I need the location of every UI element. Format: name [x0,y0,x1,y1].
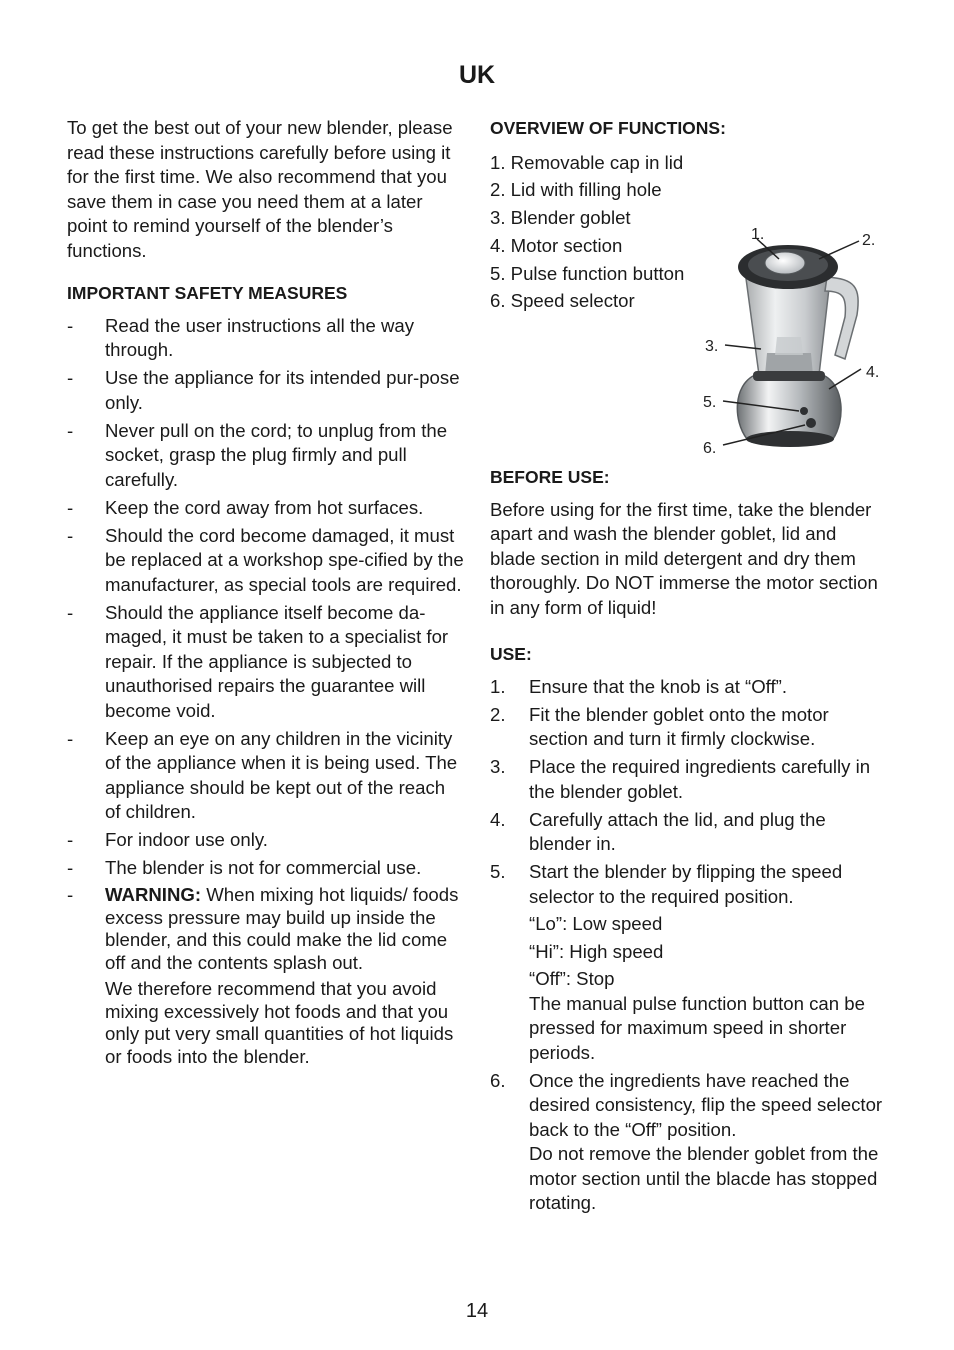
pulse-button [800,407,808,415]
dash-marker: - [67,524,74,546]
step-text: Carefully attach the lid, and plug the blender in. [529,808,826,855]
list-item-text: Read the user instructions all the way through. [105,314,415,360]
page-number: 14 [465,1300,489,1322]
step-number: 2. [490,703,506,725]
list-item: 6. Speed selector [490,290,635,312]
speed-option-hi: “Hi”: High speed [529,940,664,962]
blender-illustration [695,225,885,465]
left-column [67,116,465,1072]
base-foot [746,431,834,447]
warning-item [67,884,465,1068]
use-heading: USE: [490,644,532,665]
list-item-text: For indoor use only. [105,829,268,850]
step-text: Ensure that the knob is at “Off”. [529,675,788,697]
list-item [67,828,465,853]
removal-note: Do not remove the blender goblet from the motor section until the blacde has stopped rotating. [529,1143,879,1214]
list-item [490,675,886,700]
list-item [67,601,465,724]
dash-marker: - [67,884,74,905]
callout-label-3: 3. [705,338,719,356]
list-item [490,703,886,752]
before-use-heading: BEFORE USE: [490,467,610,488]
removable-cap [765,252,805,274]
list-item [490,860,886,1065]
callout-label-6: 6. [703,440,717,458]
safety-heading: IMPORTANT SAFETY MEASURES [67,283,348,303]
step-number: 5. [490,861,506,883]
list-item-text: Keep the cord away from hot surfaces. [105,496,424,518]
step-number: 6. [490,1069,506,1091]
callout-label-4: 4. [866,364,880,382]
list-item: 1. Removable cap in lid [490,151,684,173]
dash-marker: - [67,829,74,850]
list-item [490,1069,886,1216]
dash-marker: - [67,314,74,336]
step-number: 4. [490,808,506,830]
list-item-text: Keep an eye on any children in the vicinity of the appliance when it is being used. The appliance should be kept out of the reach of children. [105,727,458,822]
list-item [490,808,886,857]
goblet-handle [825,277,858,359]
list-item: 2. Lid with filling hole [490,179,662,201]
callout-label-2: 2. [862,232,876,250]
step-text: Fit the blender goblet onto the motor section and turn it firmly clockwise. [529,703,829,750]
page-language-heading: UK [458,61,496,89]
step-number: 1. [490,675,506,697]
list-item [67,856,465,881]
dash-marker: - [67,601,74,623]
list-item [67,727,465,825]
dash-marker: - [67,419,74,441]
list-item [67,419,465,493]
warning-recommendation: We therefore recommend that you avoid mixing excessively hot foods and that you only put very small quantities of hot liquids or foods into the blender. [105,978,454,1067]
right-column [490,116,886,1219]
list-item [67,366,465,415]
speed-selector-knob [806,418,816,428]
overview-heading: OVERVIEW OF FUNCTIONS: [490,118,726,138]
callout-line-2 [819,241,859,259]
speed-option-off: “Off”: Stop [529,968,615,990]
dash-marker: - [67,496,74,518]
blade-highlight [775,337,803,355]
warning-text: When mixing hot liquids/ foods excess pressure may build up inside the blender, and this could make the lid come off and the contents splash out. [105,884,459,973]
list-item-text: Should the cord become damaged, it must be replaced at a workshop spe-cified by the manufacturer, as special tools are required. [105,524,464,595]
list-item: 5. Pulse function button [490,262,685,284]
before-use-paragraph: Before using for the first time, take the blender apart and wash the blender goblet, lid and blade section in mild detergent and dry them thoroughly. Do NOT immerse the motor section in any form of liquid! [490,498,878,618]
speed-option-lo: “Lo”: Low speed [529,913,663,935]
list-item-text: The blender is not for commercial use. [105,857,422,878]
list-item: 3. Blender goblet [490,207,631,229]
list-item [490,755,886,804]
dash-marker: - [67,367,74,388]
list-item [67,524,465,598]
list-item [67,496,465,521]
dash-marker: - [67,857,74,878]
step-text: Once the ingredients have reached the desired consistency, flip the speed selector back to the “Off” position. [529,1069,883,1140]
callout-label-1: 1. [751,226,765,244]
base-collar [753,371,825,381]
list-item: 4. Motor section [490,234,623,256]
dash-marker: - [67,727,74,749]
step-text: Start the blender by flipping the speed selector to the required position. [529,861,843,907]
list-item-text: Should the appliance itself become da-maged, it must be taken to a specialist for repair. If the appliance is subjected to unauthorised repairs the guarantee will become void. [105,601,449,721]
step-text: Place the required ingredients carefully in the blender goblet. [529,756,871,802]
safety-list [67,314,465,1069]
list-item-text: Use the appliance for its intended pur-pose only. [105,367,460,413]
list-item [67,314,465,363]
callout-label-5: 5. [703,394,717,412]
pulse-note: The manual pulse function button can be pressed for maximum speed in shorter periods. [529,992,865,1063]
intro-paragraph: To get the best out of your new blender, please read these instructions carefully before using it for the first time. We also recommend that you save them in case you need them at a later point to remind yourself of the blender’s functions. [67,117,453,261]
step-number: 3. [490,756,506,778]
warning-label: WARNING: [105,884,202,905]
callout-line-4 [829,369,861,389]
use-steps-list [490,675,886,1216]
list-item-text: Never pull on the cord; to unplug from the socket, grasp the plug firmly and pull carefully. [105,419,448,490]
